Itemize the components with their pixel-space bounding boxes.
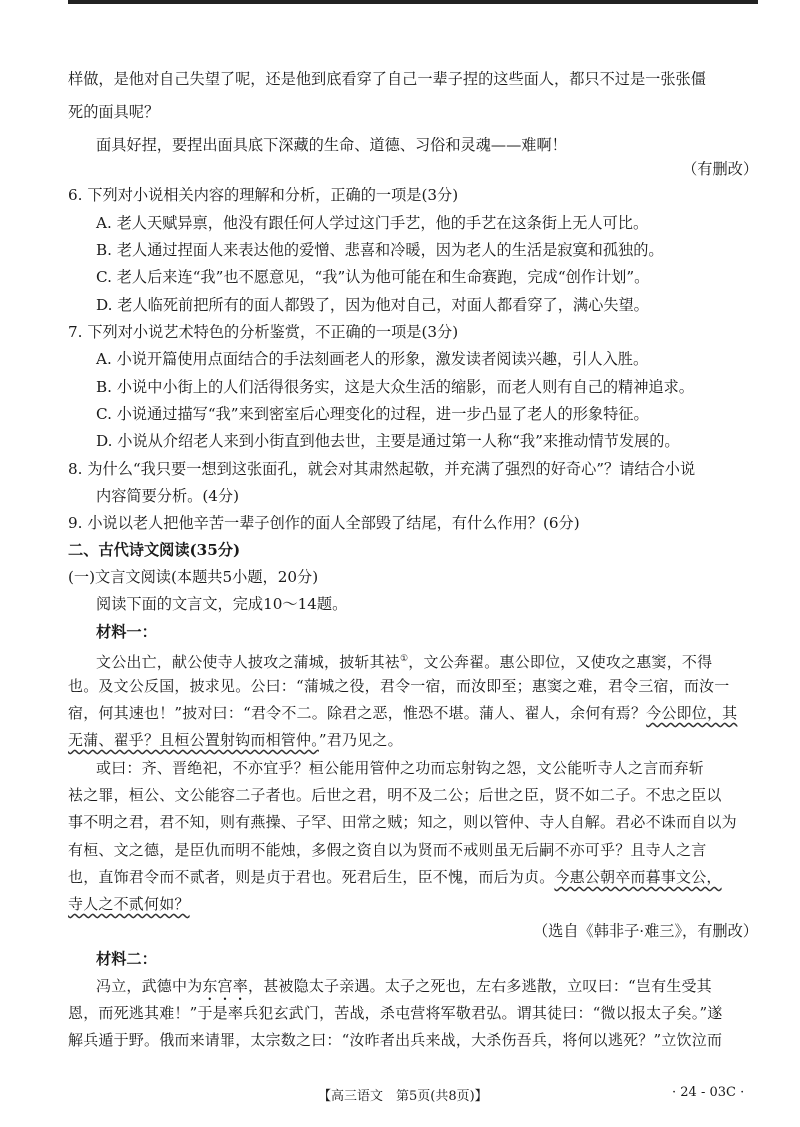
underlined-sentence: 无蒲、翟乎？且桓公置射钩而相管仲。 (68, 731, 319, 749)
material-1-line (96, 648, 712, 673)
question-9: 9. 小说以老人把他辛苦一辈子创作的面人全部毁了结尾，有什么作用？(6分) (68, 514, 580, 532)
material-1-line: 有桓、文之德，是臣仇而明不能烛，多假之资自以为贤而不戒则虽无后嗣不亦可乎？且寺人之言 (68, 841, 707, 859)
footnote-marker: ① (400, 654, 409, 664)
material-1-line: 袪之罪，桓公、文公能容二子者也。后世之君，明不及二公；后世之臣，贤不如二子。不忠之臣以 (68, 786, 722, 804)
material-1-line (68, 729, 403, 751)
underlined-sentence: 今惠公朝卒而暮事文公， (554, 868, 722, 886)
page-number: 【高三语文 第5页(共8页)】 (318, 1089, 488, 1104)
question-8-line: 8. 为什么“我只要一想到这张面孔，就会对其肃然起敬，并充满了强烈的好奇心”？请结合小说 (68, 460, 696, 478)
story-paragraph: 面具好捏，要捏出面具底下深藏的生命、道德、习俗和灵魂——难啊！ (96, 136, 567, 154)
material-1-line (68, 893, 190, 915)
story-paragraph-line: 样做，是他对自己失望了呢，还是他到底看穿了自己一辈子捏的这些面人，都只不过是一张张僵 (68, 70, 706, 88)
material-1-line (68, 702, 737, 724)
material-2-label: 材料二： (96, 950, 157, 968)
question-8-line: 内容简要分析。(4分) (96, 487, 240, 505)
question-7-option-a: A. 小说开篇使用点面结合的手法刻画老人的形象，激发读者阅读兴趣，引人入胜。 (96, 350, 649, 368)
text-run: ，甚被隐太子亲遇。太子之死也，左右多逃散，立叹曰：“岂有生受其 (248, 977, 712, 995)
question-6-option-b: B. 老人通过捏面人来表达他的爱憎、悲喜和冷暖，因为老人的生活是寂寞和孤独的。 (96, 241, 664, 259)
material-2-line (96, 975, 712, 1004)
reading-instruction: 阅读下面的文言文，完成10～14题。 (96, 595, 348, 613)
text-run: 宿，何其速也！”披对曰：“君令不二。除君之恶，惟恐不堪。蒲人、翟人，余何有焉？ (68, 704, 647, 722)
question-7-option-d: D. 小说从介绍老人来到小街直到他去世，主要是通过第一人称“我”来推动情节发展的。 (96, 432, 680, 450)
question-6-option-d: D. 老人临死前把所有的面人都毁了，因为他对自己，对面人都看穿了，满心失望。 (96, 296, 649, 314)
text-run: ”君乃见之。 (318, 731, 403, 749)
material-1-line: 也。及文公反国，披求见。公曰：“蒲城之役，君令一宿，而汝即至；惠窦之难，君令三宿，而汝一 (68, 677, 730, 695)
question-7-stem: 7. 下列对小说艺术特色的分析鉴赏，不正确的一项是(3分) (68, 323, 459, 341)
text-run: 也，直饰君令而不贰者，则是贞于君也。死君后生，臣不愧，而后为贞。 (68, 868, 555, 886)
material-2-line: 解兵遁于野。俄而来请罪，太宗数之曰：“汝昨者出兵来战，大杀伤吾兵，将何以逃死？”立饮泣而 (68, 1031, 723, 1049)
question-6-option-a: A. 老人天赋异禀，他没有跟任何人学过这门手艺，他的手艺在这条街上无人可比。 (96, 214, 649, 232)
underlined-sentence: 寺人之不贰何如？ (68, 895, 190, 913)
revision-note: （有删改） (682, 160, 758, 178)
top-border (68, 0, 758, 4)
question-7-option-b: B. 小说中小街上的人们活得很务实，这是大众生活的缩影，而老人则有自己的精神追求。 (96, 378, 694, 396)
material-2-line: 恩，而死逃其难！”于是率兵犯玄武门，苦战，杀屯营将军敬君弘。谓其徒曰：“微以报太子矣。”遂 (68, 1004, 723, 1022)
exam-code: · 24 - 03C · (672, 1085, 745, 1100)
story-paragraph-line: 死的面具呢？ (68, 103, 160, 121)
material-1-label: 材料一： (96, 623, 157, 641)
question-7-option-c: C. 小说通过描写“我”来到密室后心理变化的过程，进一步凸显了老人的形象特征。 (96, 405, 649, 423)
subsection-title: (一)文言文阅读(本题共5小题，20分) (68, 568, 319, 586)
text-run: ，文公奔翟。惠公即位，又使攻之惠窦，不得 (408, 653, 713, 671)
question-6-stem: 6. 下列对小说相关内容的理解和分析，正确的一项是(3分) (68, 186, 459, 204)
material-1-line (68, 866, 722, 888)
underlined-sentence: 今公即位，其 (646, 704, 738, 722)
material-1-line: 或曰：齐、晋绝祀，不亦宜乎？桓公能用管仲之功而忘射钩之怨，文公能听寺人之言而弃斩 (96, 759, 705, 777)
page-footer (0, 1085, 800, 1109)
section-title: 二、古代诗文阅读(35分) (68, 541, 241, 559)
question-6-option-c: C. 老人后来连“我”也不愿意见，“我”认为他可能在和生命赛跑，完成“创作计划”。 (96, 268, 650, 286)
material-1-line: 事不明之君，君不知，则有燕操、子罕、田常之贼；知之，则以管仲、寺人自解。君必不诛而自以为 (68, 813, 737, 831)
text-run: 冯立，武德中为 (96, 977, 203, 995)
dotted-term: 东宫率 (202, 977, 249, 995)
text-run: 文公出亡，献公使寺人披攻之蒲城，披斩其袪 (96, 653, 401, 671)
source-citation: （选自《韩非子·难三》，有删改） (532, 922, 758, 940)
